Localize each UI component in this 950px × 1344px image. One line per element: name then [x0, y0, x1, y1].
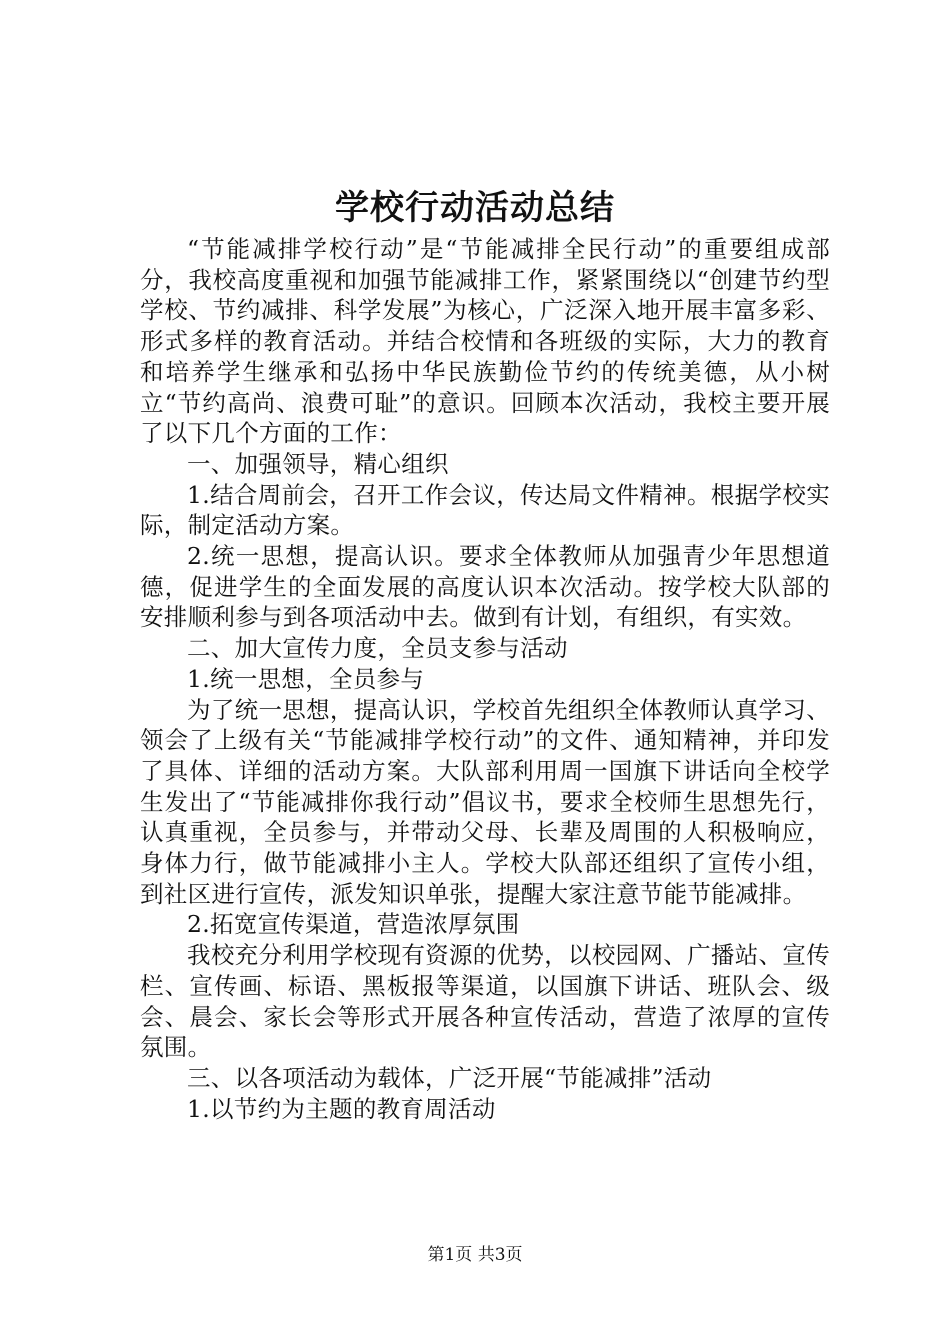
section-heading-3: 三、以各项活动为载体，广泛开展“节能减排”活动 — [187, 1063, 712, 1092]
subheading-2-2: 2.拓宽宣传渠道，营造浓厚氛围 — [187, 910, 520, 939]
subheading-2-1: 1.统一思想，全员参与 — [187, 664, 425, 693]
page-footer: 第1页 共3页 — [427, 1245, 523, 1265]
subheading-3-1: 1.以节约为主题的教育周活动 — [187, 1094, 496, 1123]
paragraph-2-1: 为了统一思想，提高认识，学校首先组织全体教师认真学习、领会了上级有关“节能减排学校行动”的文件、通知精神，并印发了具体、详细的活动方案。大队部利用周一国旗下讲话向全校学生发出了“节能减排你我行动”倡议书，要求全校师生思想先行，认真重视，全员参与，并带动父母、长辈及周围的人积极响应，身体力行，做节能减排小主人。学校大队部还组织了宣传小组，到社区进行宣传，派发知识单张，提醒大家注意节能节能减排。 — [140, 695, 830, 908]
paragraph-1-1: 1.结合周前会，召开工作会议，传达局文件精神。根据学校实际，制定活动方案。 — [140, 480, 830, 540]
paragraph-2-2: 我校充分利用学校现有资源的优势，以校园网、广播站、宣传栏、宣传画、标语、黑板报等渠道，以国旗下讲话、班队会、级会、晨会、家长会等形式开展各种宣传活动，营造了浓厚的宣传氛围。 — [140, 941, 830, 1062]
document-title: 学校行动活动总结 — [335, 188, 615, 228]
paragraph-intro: “节能减排学校行动”是“节能减排全民行动”的重要组成部分，我校高度重视和加强节能减排工作，紧紧围绕以“创建节约型学校、节约减排、科学发展”为核心，广泛深入地开展丰富多彩、形式多样的教育活动。并结合校情和各班级的实际，大力的教育和培养学生继承和弘扬中华民族勤俭节约的传统美德，从小树立“节约高尚、浪费可耻”的意识。回顾本次活动，我校主要开展了以下几个方面的工作： — [140, 235, 830, 448]
document-body — [140, 234, 830, 1124]
section-heading-2: 二、加大宣传力度，全员支参与活动 — [187, 634, 568, 663]
section-heading-1: 一、加强领导，精心组织 — [187, 449, 449, 478]
paragraph-1-2: 2.统一思想，提高认识。要求全体教师从加强青少年思想道德，促进学生的全面发展的高度认识本次活动。按学校大队部的安排顺利参与到各项活动中去。做到有计划，有组织，有实效。 — [140, 542, 830, 632]
